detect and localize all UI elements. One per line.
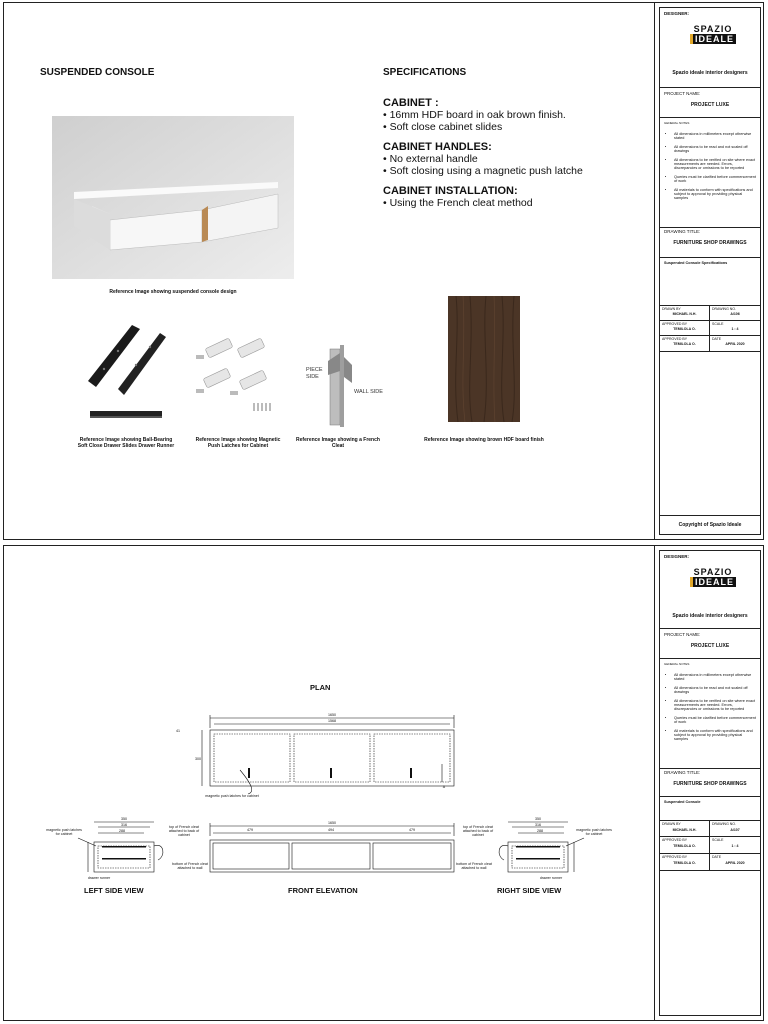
sheet-subtitle: Suspended Console (664, 800, 701, 804)
handles-item: • No external handle (383, 153, 478, 165)
scale-value: 1 : 4 (731, 844, 739, 848)
front-drawer (373, 843, 451, 869)
handles-heading: CABINET HANDLES: (383, 141, 492, 153)
date-value: APRIL 2020 (725, 342, 745, 346)
general-notes: • All dimensions in millimeters except otherwise stated • All dimensions to be read and not scaled off drawings • All dimensions to be verified on site where exact measurements are needed. Errors, discrepancies or omissions to be reported • Queries must be clarified before commencement of work • All materials to conform with specifications and subject to approval by providing physical samples (660, 118, 760, 201)
dim-front-outer: 1650 (328, 821, 336, 825)
copyright: Copyright of Spazio Ideale (678, 522, 742, 528)
dim-plan-outer: 1650 (328, 713, 336, 717)
dim-front-b: 494 (328, 828, 334, 832)
drawer-runner-image (84, 319, 168, 427)
drawing-number: A/106 (730, 312, 740, 316)
front-drawer (292, 843, 370, 869)
notes-cell: GENERAL NOTES • All dimensions in millimeters except otherwise stated • All dimensions to be read and not scaled off drawings • All dimensions to be verified on site where exact measurements are needed. Errors, discrepancies or omissions to be reported • Queries must be clarified before commencement of work • All materials to conform with specifications and subject to approval by providing physical samples (660, 659, 760, 769)
info-grid: DRAWN BY MICHAEL N.H. DRAWING NO. A/107 APPROVED BY TEMILOLA O. SCALE 1 : 4 APPROVED BY TEMILOLA O. DATE APRIL 2020 (660, 821, 760, 871)
scale-value: 1 : 4 (731, 327, 739, 331)
front-drawer (213, 843, 289, 869)
right-cleat-bottom-note: bottom of French cleat attached to wall (456, 862, 492, 870)
designer-cell: DESIGNER: SPAZIO IDEALE Spazio ideale interior designers (660, 551, 760, 629)
sheet-shop-drawing (3, 545, 764, 1021)
front-outline (210, 840, 454, 872)
left-latch-note: magnetic push latches for cabinet (46, 828, 82, 836)
copyright-cell (660, 515, 760, 534)
left-cleat-top-note: top of French cleat attached to back of cabinet (168, 825, 200, 837)
sheet-subtitle-cell (660, 258, 760, 306)
drawing-title-cell: DRAWING TITLE: FURNITURE SHOP DRAWINGS (660, 228, 760, 258)
drawing-title: FURNITURE SHOP DRAWINGS (673, 240, 747, 246)
right-runner-note: drawer runner (539, 876, 563, 880)
plan-title: PLAN (310, 683, 331, 692)
dim-left-a: 316 (121, 823, 127, 827)
dim-plan-depth: 300 (195, 757, 201, 761)
info-grid: DRAWN BY MICHAEL N.H. DRAWING NO. A/106 APPROVED BY TEMILOLA O. SCALE 1 : 4 APPROVED BY TEMILOLA O. DATE APRIL 2020 (660, 306, 760, 352)
sheet-subtitle: Suspended Console Specifications (664, 261, 728, 265)
cabinet-item: • Soft close cabinet slides (383, 121, 503, 133)
dim-left-b: 288 (119, 829, 125, 833)
cabinet-item: • 16mm HDF board in oak brown finish. (383, 109, 566, 121)
drawing-canvas (4, 546, 654, 1022)
drawing-title: FURNITURE SHOP DRAWINGS (673, 781, 747, 787)
install-heading: CABINET INSTALLATION: (383, 185, 518, 197)
title-block (659, 7, 761, 535)
general-notes: • All dimensions in millimeters except otherwise stated • All dimensions to be read and not scaled off drawings • All dimensions to be verified on site where exact measurements are needed. Errors, discrepancies or omissions to be reported • Queries must be clarified before commencement of work • All materials to conform with specifications and subject to approval by providing physical samples (660, 659, 760, 742)
left-cleat-bottom-note: bottom of French cleat attached to wall (172, 862, 208, 870)
drawing-number: A/107 (730, 828, 740, 832)
spec-title: SPECIFICATIONS (383, 67, 467, 78)
dim-right-w: 350 (535, 817, 541, 821)
plan-drawer (214, 734, 290, 782)
project-name: PROJECT LUXE (690, 643, 730, 649)
right-view-title: RIGHT SIDE VIEW (497, 886, 562, 895)
date-value: APRIL 2020 (725, 861, 745, 865)
dim-front-c: 479 (409, 828, 415, 832)
finish-caption: Reference Image showing brown HDF board finish (424, 437, 544, 443)
dim-plan-side: 41 (176, 729, 180, 733)
svg-text:SIDE: SIDE (306, 374, 319, 380)
front-view-title: FRONT ELEVATION (288, 886, 358, 895)
french-cleat-image (300, 343, 384, 429)
wood-finish-image (448, 296, 520, 422)
firm-name: Spazio ideale interior designers (672, 613, 748, 619)
blank-cell (660, 352, 760, 534)
sheet-title: SUSPENDED CONSOLE (40, 67, 155, 78)
sheet2-main (4, 546, 655, 1020)
sheet1-main (4, 3, 655, 539)
left-view-title: LEFT SIDE VIEW (84, 886, 144, 895)
spec-block (383, 97, 643, 209)
project-name: PROJECT LUXE (690, 102, 730, 108)
dim-right-b: 288 (537, 829, 543, 833)
cleat-wall-label: WALL SIDE (354, 389, 383, 395)
console-photo (52, 116, 294, 279)
project-cell: PROJECT NAME: PROJECT LUXE (660, 629, 760, 659)
designer-cell: DESIGNER: SPAZIO IDEALE Spazio ideale interior designers (660, 8, 760, 88)
push-latch-image (190, 333, 282, 425)
project-cell: PROJECT NAME: PROJECT LUXE (660, 88, 760, 118)
plan-latch-note: magnetic push latches for cabinet (205, 794, 259, 798)
dim-left-w: 350 (121, 817, 127, 821)
section-marker: A (442, 785, 446, 789)
right-cleat-top-note: top of French cleat attached to back of cabinet (462, 825, 494, 837)
cabinet-heading: CABINET : (383, 97, 439, 109)
runner-caption: Reference Image showing Ball-Bearing Soft Close Drawer Slides Drawer Runner (77, 437, 175, 449)
main-photo-caption: Reference Image showing suspended console design (109, 289, 237, 295)
drawing-title-cell: DRAWING TITLE: FURNITURE SHOP DRAWINGS (660, 769, 760, 797)
title-block (659, 550, 761, 1016)
right-latch-note: magnetic push latches for cabinet (576, 828, 612, 836)
handles-item: • Soft closing using a magnetic push latche (383, 165, 583, 177)
cleat-piece-label: PIECE (306, 367, 323, 373)
company-logo: SPAZIO IDEALE (690, 24, 736, 44)
dim-plan-inner: 1568 (328, 719, 336, 723)
dim-right-a: 316 (535, 823, 541, 827)
dim-front-a: 479 (247, 828, 253, 832)
left-runner-note: drawer runner (87, 876, 111, 880)
latch-caption: Reference Image showing Magnetic Push Latches for Cabinet (195, 437, 281, 449)
install-item: • Using the French cleat method (383, 197, 533, 209)
sheet-subtitle-cell (660, 797, 760, 821)
notes-cell: GENERAL NOTES • All dimensions in millimeters except otherwise stated • All dimensions to be read and not scaled off drawings • All dimensions to be verified on site where exact measurements are needed. Errors, discrepancies or omissions to be reported • Queries must be clarified before commencement of work • All materials to conform with specifications and subject to approval by providing physical samples (660, 118, 760, 228)
firm-name: Spazio ideale interior designers (672, 70, 748, 76)
company-logo: SPAZIO IDEALE (690, 567, 736, 587)
sheet-specifications (3, 2, 764, 540)
cleat-caption: Reference Image showing a French Cleat (296, 437, 380, 449)
